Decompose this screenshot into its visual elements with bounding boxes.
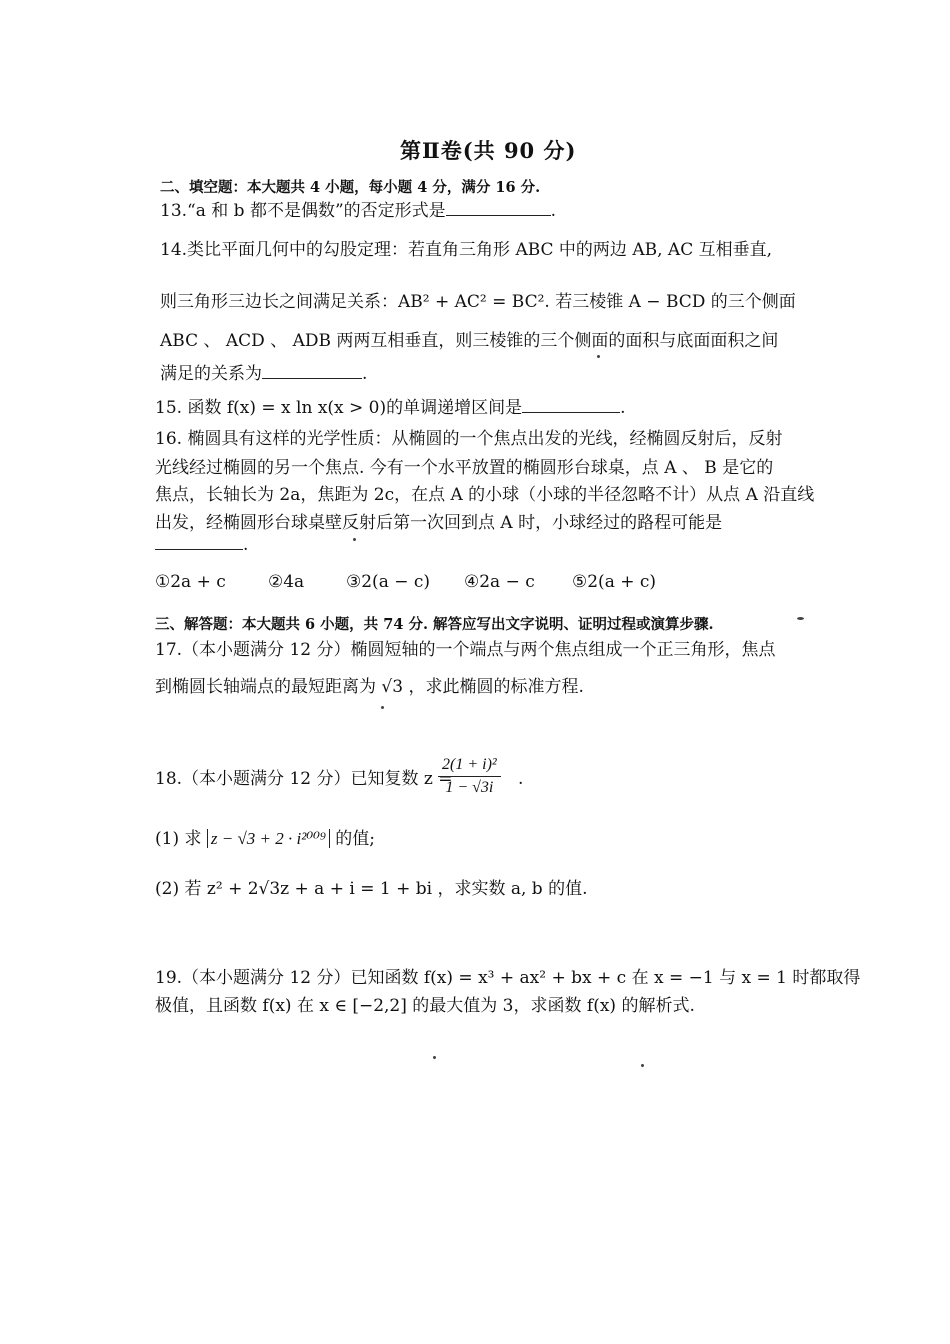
question-18-end: . bbox=[518, 769, 524, 789]
question-18-part-1 bbox=[155, 828, 375, 850]
question-16-line-4: 出发，经椭圆形台球桌壁反射后第一次回到点 A 时，小球经过的路程可能是 bbox=[155, 513, 723, 533]
question-18-fraction bbox=[438, 756, 501, 797]
absolute-value-expression: z − √3 + 2 · i²⁰⁰⁹ bbox=[207, 829, 330, 848]
scan-speck bbox=[597, 355, 600, 358]
answer-blank-13 bbox=[446, 199, 551, 216]
question-14-line-4 bbox=[160, 362, 367, 385]
answer-blank-15 bbox=[522, 396, 620, 413]
scan-speck bbox=[353, 538, 356, 541]
question-14-line-1: 14.类比平面几何中的勾股定理：若直角三角形 ABC 中的两边 AB, AC 互相垂直, bbox=[160, 240, 773, 260]
fraction-denominator: 1 − √3i bbox=[445, 779, 494, 796]
question-19-line-2: 极值，且函数 f(x) 在 x ∈ [−2,2] 的最大值为 3，求函数 f(x) 的解析式. bbox=[155, 996, 695, 1016]
fraction-numerator: 2(1 + i)² bbox=[438, 756, 501, 777]
question-17-line-1: 17.（本小题满分 12 分）椭圆短轴的一个端点与两个焦点组成一个正三角形，焦点 bbox=[155, 640, 776, 660]
question-13-end: . bbox=[550, 201, 557, 221]
answer-blank-16 bbox=[155, 533, 243, 550]
question-18-part-2: (2) 若 z² + 2√3z + a + i = 1 + bi ，求实数 a, b 的值. bbox=[155, 879, 588, 899]
question-15-text: 15. 函数 f(x) = x ln x(x > 0)的单调递增区间是 bbox=[155, 398, 523, 418]
question-17-line-2: 到椭圆长轴端点的最短距离为 √3 ，求此椭圆的标准方程. bbox=[155, 677, 584, 697]
option-3: ③2(a − c) bbox=[346, 572, 431, 592]
question-13-text: 13.“a 和 b 都不是偶数”的否定形式是 bbox=[160, 201, 446, 221]
question-14-line-3: ABC 、 ACD 、 ADB 两两互相垂直，则三棱锥的三个侧面的面积与底面面积之间 bbox=[160, 331, 779, 351]
option-4: ④2a − c bbox=[464, 572, 535, 592]
question-16-blank-row bbox=[155, 533, 248, 556]
scan-speck bbox=[797, 617, 804, 620]
question-18-prefix: 18.（本小题满分 12 分）已知复数 z = bbox=[155, 769, 453, 789]
question-16-line-2: 光线经过椭圆的另一个焦点. 今有一个水平放置的椭圆形台球桌，点 A 、 B 是它的 bbox=[155, 458, 774, 478]
question-15 bbox=[155, 396, 626, 419]
answer-blank-14 bbox=[262, 362, 362, 379]
scan-speck bbox=[433, 1056, 436, 1059]
question-16-line-1: 16. 椭圆具有这样的光学性质：从椭圆的一个焦点出发的光线，经椭圆反射后，反射 bbox=[155, 429, 783, 449]
question-19-line-1: 19.（本小题满分 12 分）已知函数 f(x) = x³ + ax² + bx + c 在 x = −1 与 x = 1 时都取得 bbox=[155, 968, 861, 988]
question-14-end: . bbox=[362, 364, 368, 384]
option-1: ①2a + c bbox=[155, 572, 226, 592]
question-16-line-3: 焦点，长轴长为 2a，焦距为 2c，在点 A 的小球（小球的半径忽略不计）从点 A 沿直线 bbox=[155, 485, 815, 505]
option-2: ②4a bbox=[268, 572, 305, 592]
section-3-heading: 三、解答题：本大题共 6 小题，共 74 分. 解答应写出文字说明、证明过程或演算步骤. bbox=[155, 616, 714, 633]
section-2-heading: 二、填空题：本大题共 4 小题，每小题 4 分，满分 16 分. bbox=[160, 179, 541, 196]
part-1-suffix: 的值; bbox=[335, 829, 376, 849]
part-1-prefix: (1) 求 bbox=[155, 829, 202, 849]
question-16-end: . bbox=[243, 535, 249, 555]
option-5: ⑤2(a + c) bbox=[572, 572, 657, 592]
question-13 bbox=[160, 199, 556, 222]
page-title: 第Ⅱ卷(共 90 分) bbox=[400, 138, 577, 163]
scan-speck bbox=[381, 706, 384, 709]
question-15-end: . bbox=[620, 398, 626, 418]
question-14-line-2: 则三角形三边长之间满足关系：AB² + AC² = BC². 若三棱锥 A − BCD 的三个侧面 bbox=[160, 292, 796, 312]
question-14-line-4-text: 满足的关系为 bbox=[160, 364, 262, 384]
scan-speck bbox=[641, 1064, 644, 1067]
